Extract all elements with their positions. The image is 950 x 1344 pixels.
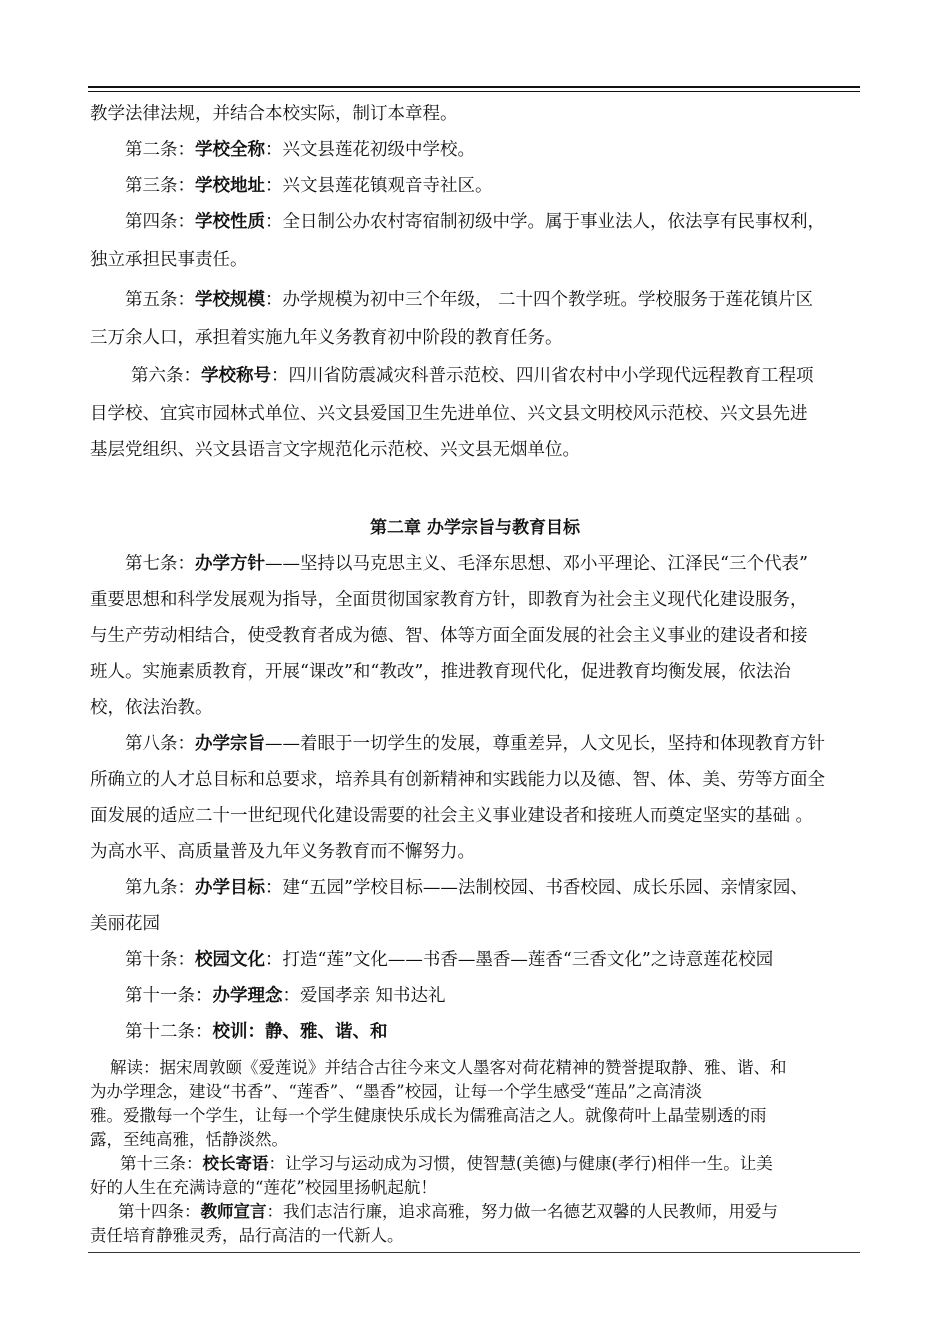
- article-7-cont: 重要思想和科学发展观为指导，全面贯彻国家教育方针，即教育为社会主义现代化建设服务，: [90, 590, 808, 610]
- article-9-cont: 美丽花园: [90, 914, 160, 934]
- article-12: 第十二条：校训：静、雅、谐、和: [125, 1022, 388, 1042]
- document-body: [90, 96, 860, 1248]
- article-5-cont: 三万余人口，承担着实施九年义务教育初中阶段的教育任务。: [90, 328, 563, 348]
- article-5: 第五条：学校规模：办学规模为初中三个年级， 二十四个教学班。学校服务于莲花镇片区: [125, 290, 814, 310]
- paragraph-line: 教学法律法规，并结合本校实际，制订本章程。: [90, 104, 458, 124]
- article-10: 第十条：校园文化：打造“莲”文化——书香—墨香—莲香“三香文化”之诗意莲花校园: [125, 950, 774, 970]
- article-13: 第十三条：校长寄语：让学习与运动成为习惯，使智慧(美德)与健康(孝行)相伴一生。让美: [120, 1154, 773, 1173]
- interpretation: 解读：据宋周敦颐《爱莲说》并结合古往今来文人墨客对荷花精神的赞誉提取静、雅、谐、和: [110, 1058, 787, 1077]
- article-14: 第十四条：教师宣言：我们志洁行廉，追求高雅，努力做一名德艺双馨的人民教师，用爱与: [118, 1202, 778, 1221]
- article-4-cont: 独立承担民事责任。: [90, 250, 248, 270]
- article-11: 第十一条：办学理念：爱国孝亲 知书达礼: [125, 986, 446, 1006]
- article-3: 第三条：学校地址：兴文县莲花镇观音寺社区。: [125, 176, 493, 196]
- article-2: 第二条：学校全称：兴文县莲花初级中学校。: [125, 140, 475, 160]
- article-14-cont: 责任培育静雅灵秀，品行高洁的一代新人。: [90, 1226, 404, 1245]
- article-13-cont: 好的人生在充满诗意的“莲花”校园里扬帆起航！: [90, 1178, 437, 1197]
- article-6-cont: 目学校、宜宾市园林式单位、兴文县爱国卫生先进单位、兴文县文明校风示范校、兴文县先进: [90, 404, 808, 424]
- article-9: 第九条：办学目标：建“五园”学校目标——法制校园、书香校园、成长乐园、亲情家园、: [125, 878, 808, 898]
- article-8-cont: 为高水平、高质量普及九年义务教育而不懈努力。: [90, 842, 475, 862]
- article-8: 第八条：办学宗旨——着眼于一切学生的发展，尊重差异，人文见长，坚持和体现教育方针: [125, 734, 825, 754]
- article-6-cont: 基层党组织、兴文县语言文字规范化示范校、兴文县无烟单位。: [90, 440, 580, 460]
- article-7-cont: 与生产劳动相结合，使受教育者成为德、智、体等方面全面发展的社会主义事业的建设者和接: [90, 626, 808, 646]
- article-7-cont: 班人。实施素质教育，开展“课改”和“教改”，推进教育现代化，促进教育均衡发展，依法治: [90, 662, 791, 682]
- article-4: 第四条：学校性质：全日制公办农村寄宿制初级中学。属于事业法人，依法享有民事权利，: [125, 212, 825, 232]
- interpretation-cont: 雅。爱撒每一个学生，让每一个学生健康快乐成长为儒雅高洁之人。就像荷叶上晶莹剔透的雨: [90, 1106, 767, 1125]
- interpretation-cont: 为办学理念，建设“书香”、“莲香”、“墨香”校园，让每一个学生感受“莲品”之高清淡: [90, 1082, 702, 1101]
- header-rule-thick: [88, 86, 860, 88]
- footer-rule: [88, 1252, 860, 1253]
- article-7-cont: 校，依法治教。: [90, 698, 213, 718]
- header-rule-thin: [88, 91, 860, 92]
- interpretation-cont: 露，至纯高雅，恬静淡然。: [90, 1130, 288, 1149]
- article-8-cont: 面发展的适应二十一世纪现代化建设需要的社会主义事业建设者和接班人而奠定坚实的基础 。: [90, 806, 814, 826]
- article-7: 第七条：办学方针——坚持以马克思主义、毛泽东思想、邓小平理论、江泽民“三个代表”: [125, 554, 808, 574]
- chapter-title: 第二章 办学宗旨与教育目标: [370, 518, 580, 538]
- article-6: 第六条：学校称号：四川省防震减灾科普示范校、四川省农村中小学现代远程教育工程项: [131, 366, 814, 386]
- article-8-cont: 所确立的人才总目标和总要求，培养具有创新精神和实践能力以及德、智、体、美、劳等方面全: [90, 770, 825, 790]
